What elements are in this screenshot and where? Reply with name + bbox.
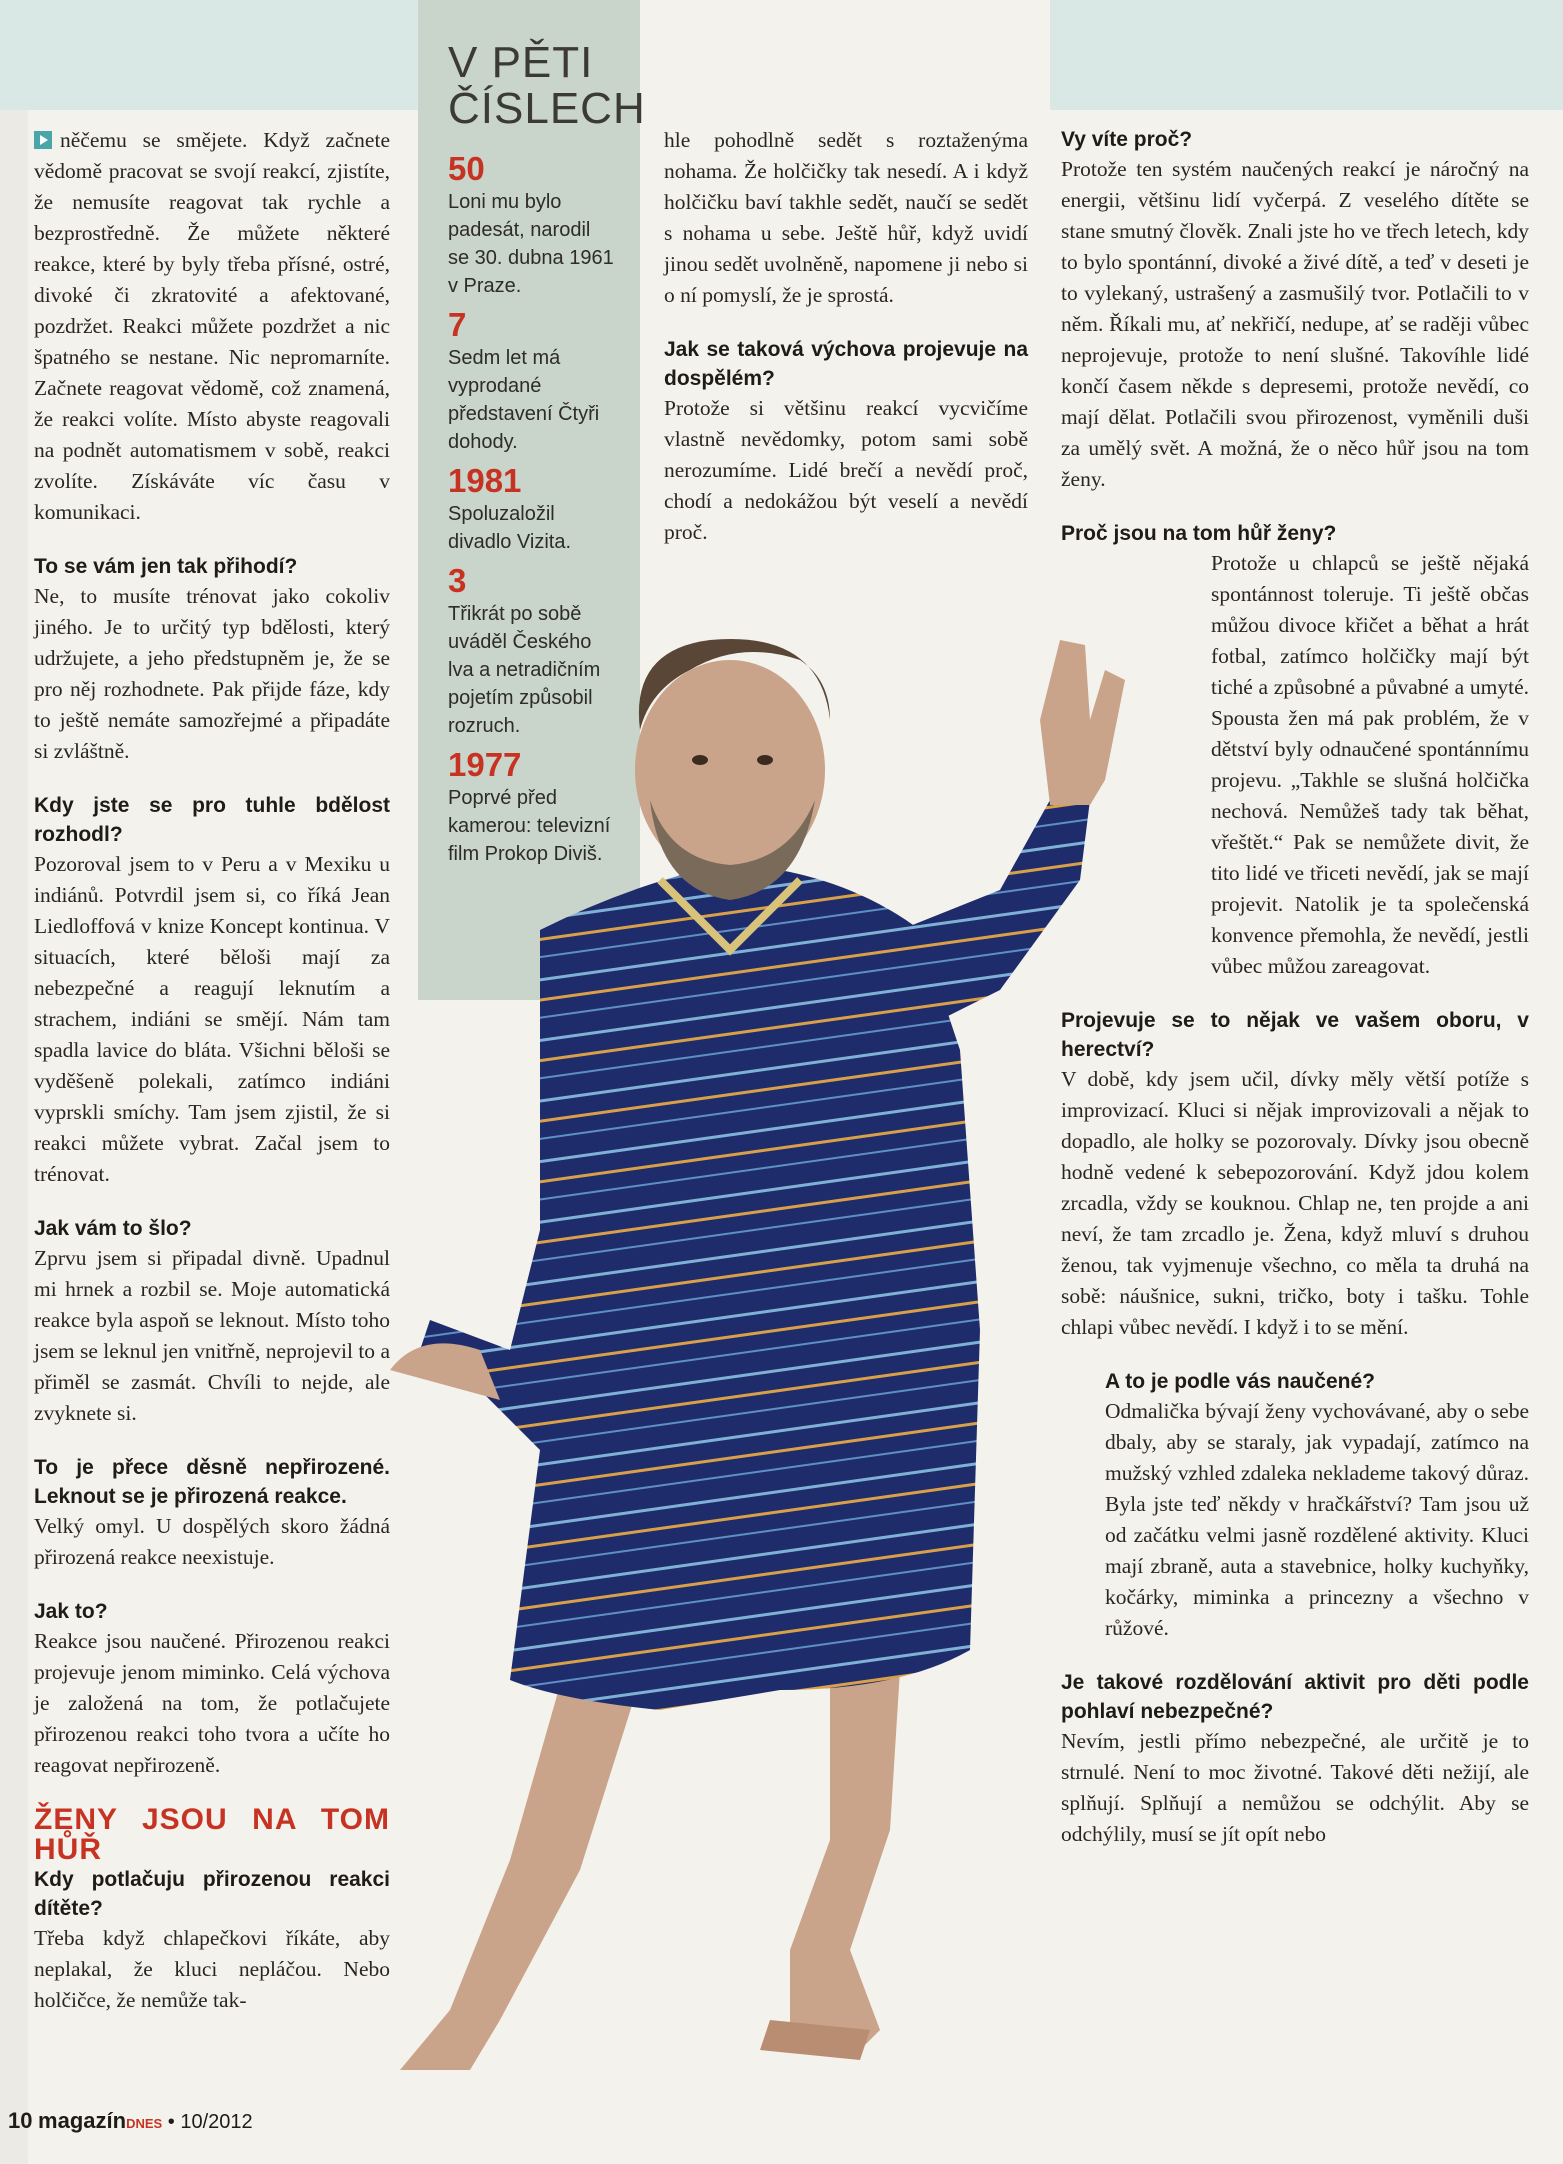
fact-item [448,306,614,456]
question-heading: Jak to? [34,1600,108,1623]
question-heading: Projevuje se to nějak ve vašem oboru, v herectví? [1061,1009,1529,1061]
paragraph: hle pohodlně sedět s roztaženýma nohama. Že holčičky tak nesedí. A i když holčičku baví takhle sedět, naučí se sedět s nohama u sebe. Ještě hůř, když uvidí jinou sedět uvolněně, napomene ji nebo si o ní pomyslí, že je sprostá. [664,128,1028,307]
fact-number: 1977 [448,746,522,783]
magazine-name: magazín [38,2108,127,2133]
page-number: 10 [8,2108,33,2133]
column-3 [1061,125,1529,1850]
fact-number: 3 [448,562,467,599]
fact-item [448,462,614,556]
fact-text: Sedm let má vyprodané představení Čtyři dohody. [448,347,600,453]
question-heading: Vy víte proč? [1061,128,1193,151]
answer-paragraph: Protože u chlapců se ještě nějaká spontánnost toleruje. Ti ještě občas můžou divoce křičet a běhat a hrát fotbal, zatímco holčičky mají být tiché a způsobné a půvabné a umyté. Spousta žen má pak problém, že v dětství byly odnaučené spontánnímu projevu. „Takhle se slušná holčička nechová. Nemůžeš tady tak běhat, vřeštět.“ Pak se nemůžete divit, že tito lidé ve třiceti nevědí, jak se mají projevit. Natolik je ta společenská konvence přemohla, že nevědí, jestli vůbec můžou zareagovat. [1211,551,1529,978]
answer-paragraph: Třeba když chlapečkovi říkáte, aby neplakal, že kluci nepláčou. Nebo holčičce, že nemůže tak- [34,1926,390,2012]
answer-paragraph: Protože ten systém naučených reakcí je náročný na energii, většinu lidí vyčerpá. Z veselého dítěte se stane smutný člověk. Znali jste ho ve třech letech, kdy to bylo spontánní, divoké a živé dítě, a teď v deseti je to vylekaný, ustrašený a zasmušilý tvor. Potlačili to v něm. Říkali mu, ať nekřičí, nedupe, ať se raději vůbec neprojevuje, protože to není slušné. Takovíhle lidé končí časem někde s depresemi, protože nevědí, co mají dělat. Potlačili svou přirozenost, vyměnili duši za umělý svět. A možná, že o něco hůř jsou na tom ženy. [1061,157,1529,491]
answer-paragraph: Velký omyl. U dospělých skoro žádná přirozená reakce neexistuje. [34,1514,390,1569]
magazine-brand: DNES [126,2116,163,2131]
answer-paragraph: Pozoroval jsem to v Peru a v Mexiku u indiánů. Potvrdil jsem si, co říká Jean Liedloffová v knize Koncept kontinua. V situacích, které běloši mají za nebezpečné a reagují leknutím a strachem, indiáni se smějí. Nám tam spadla lavice do bláta. Všichni běloši se vyděšeně polekali, zatímco indiáni vyprskli smíchy. Tam jsem zjistil, že si reakci můžete vybrat. Začal jsem to trénovat. [34,852,390,1186]
teal-background-block [1050,0,1563,110]
answer-paragraph: Zprvu jsem si připadal divně. Upadnul mi hrnek a rozbil se. Moje automatická reakce byla aspoň se leknout. Místo toho jsem se leknul jen vnitřně, neprojevil to a přiměl se zasmát. Chvíli to nejde, ale zvyknete si. [34,1246,390,1425]
fact-number: 7 [448,306,467,343]
question-heading: Je takové rozdělování aktivit pro děti podle pohlaví nebezpečné? [1061,1671,1529,1723]
question-heading: A to je podle vás naučené? [1105,1370,1375,1393]
question-heading: To se vám jen tak přihodí? [34,555,298,578]
column-1 [34,125,390,2016]
paragraph-text: něčemu se smějete. Když začnete vědomě pracovat se svojí reakcí, zjistíte, že nemusíte reagovat tak rychle a bezprostředně. Že můžete některé reakce, které by byly třeba přísné, ostré, divoké či zkratovité a afektované, pozdržet. Reakci můžete pozdržet a nic špatného se nestane. Nic nepromarníte. Začnete reagovat vědomě, což znamená, že reakci volíte. Místo abyste reagovali na podnět automatismem v sobě, reakci zvolíte. Získáváte víc času v komunikaci. [34,128,390,524]
page-footer [8,2108,253,2134]
answer-paragraph: V době, kdy jsem učil, dívky měly větší potíže s improvizací. Kluci si nějak improvizovali a nějak to dopadlo, ale holky se pozorovaly. Dívky jsou obecně hodně vedené k sebepozorování. Když jdou kolem zrcadla, vždy se kouknou. Chlap ne, ten projde a ani neví, že tam zrcadlo je. Žena, když mluví s druhou ženou, tak vyjmenuje všechno, co měla ta druhá na sobě: náušnice, sukni, tričko, boty i tašku. Tohle chlapi vůbec nevědí. I když i to se mění. [1061,1067,1529,1339]
issue-number: • 10/2012 [167,2111,253,2133]
paragraph [34,125,390,528]
answer-paragraph: Nevím, jestli přímo nebezpečné, ale určitě je to strnulé. Není to moc životné. Takové děti nežijí, ale splňují. Splňují a nemůžou se odchýlit. Aby se odchýlily, musí se jít opít nebo [1061,1729,1529,1846]
answer-paragraph: Protože si většinu reakcí vycvičíme vlastně nevědomky, potom sami sobě nerozumíme. Lidé brečí a nevědí proč, chodí a nedokážou být veselí a nevědí proč. [664,396,1028,544]
sidebar-title: V PĚTI ČÍSLECH [448,38,646,133]
fact-item [448,150,614,300]
answer-paragraph: Ne, to musíte trénovat jako cokoliv jiného. Je to určitý typ bdělosti, který udržujete, a jeho předstupněm je, že se pro něj rozhodnete. Pak přijde fáze, kdy to ještě nemáte samozřejmé a připadáte si zvláštně. [34,584,390,763]
answer-paragraph: Odmalička bývají ženy vychovávané, aby o sebe dbaly, aby se staraly, jak vypadají, zatímco na mužský vzhled zdaleka neklademe takový důraz. Byla jste teď někdy v hračkářství? Tam jsou už od začátku velmi jasně rozdělené aktivity. Kluci mají zbraně, auta a stavebnice, holky kuchyňky, kočárky, miminka a princezny a všechno v růžové. [1105,1399,1529,1640]
question-heading: Proč jsou na tom hůř ženy? [1061,522,1337,545]
fact-text: Třikrát po sobě uváděl Českého lva a netradičním pojetím způsobil rozruch. [448,603,601,737]
question-heading: Jak vám to šlo? [34,1217,192,1240]
continuation-arrow-icon [34,131,52,149]
fact-text: Poprvé před kamerou: televizní film Prokop Diviš. [448,787,611,865]
fact-number: 50 [448,150,485,187]
page-edge [0,0,28,2164]
question-heading: Jak se taková výchova projevuje na dospělém? [664,338,1028,390]
question-heading: Kdy jste se pro tuhle bdělost rozhodl? [34,794,390,846]
question-heading: Kdy potlačuju přirozenou reakci dítěte? [34,1868,390,1920]
question-heading: To je přece děsně nepřirozené. Leknout se je přirozená reakce. [34,1456,390,1508]
fact-text: Loni mu bylo padesát, narodil se 30. dubna 1961 v Praze. [448,191,614,297]
teal-background-block [0,0,420,110]
fact-number: 1981 [448,462,522,499]
fact-text: Spoluzaložil divadlo Vizita. [448,503,572,553]
section-title: ŽENY JSOU NA TOM HŮŘ [34,1803,390,1866]
column-2 [664,125,1028,548]
answer-paragraph: Reakce jsou naučené. Přirozenou reakci projevuje jenom miminko. Celá výchova je založená na tom, že potlačujete přirozenou reakci toho tvora a učíte ho reagovat nepřirozeně. [34,1629,390,1777]
